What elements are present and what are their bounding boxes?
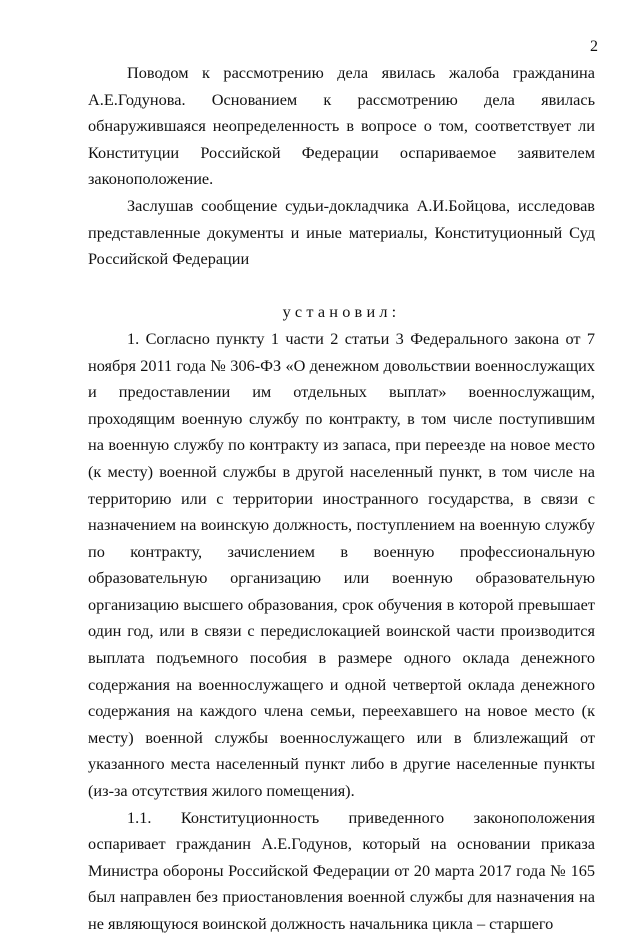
section-heading: установил: — [282, 302, 401, 322]
paragraph-complaint: Поводом к рассмотрению дела явилась жалоба гражданина А.Е.Годунова. Основанием к рассмотрению дела явилась обнаружившаяся неопределенность в вопросе о том, соответствует ли Конституции Российской Федерации оспариваемое заявителем законоположение. — [88, 63, 595, 189]
document-body — [88, 60, 595, 938]
page-number: 2 — [590, 38, 598, 55]
paragraph-hearing: Заслушав сообщение судьи-докладчика А.И.Бойцова, исследовав представленные документы и иные материалы, Конституционный Суд Российской Федерации — [88, 195, 595, 269]
spacer — [88, 273, 595, 300]
paragraph-point-1-1: 1.1. Конституционность приведенного законоположения оспаривает гражданин А.Е.Годунов, который на основании приказа Министра обороны Российской Федерации от 20 марта 2017 года № 165 был направлен без приостановления военной службы для назначения на не являющуюся воинской должность начальника цикла – старшего — [88, 807, 595, 933]
paragraph-point-1: 1. Согласно пункту 1 части 2 статьи 3 Федерального закона от 7 ноября 2011 года № 306-ФЗ «О денежном довольствии военнослужащих и предоставлении им отдельных выплат» военнослужащим, проходящим военную службу по контракту, в том числе поступившим на военную службу по контракту из запаса, при переезде на новое место (к месту) военной службы в другой населенный пункт, в том числе на территорию или с территории иностранного государства, в связи с назначением на воинскую должность, поступлением на военную службу по контракту, зачислением в военную профессиональную образовательную организацию или военную образовательную организацию высшего образования, срок обучения в которой превышает один год, или в связи с передислокацией воинской части производится выплата подъемного пособия в размере одного оклада денежного содержания на военнослужащего и одной четвертой оклада денежного содержания на каждого члена семьи, переехавшего на новое место (к месту) военной службы военнослужащего или в близлежащий от указанного места населенный пункт либо в другие населенные пункты (из-за отсутствия жилого помещения). — [88, 328, 595, 801]
